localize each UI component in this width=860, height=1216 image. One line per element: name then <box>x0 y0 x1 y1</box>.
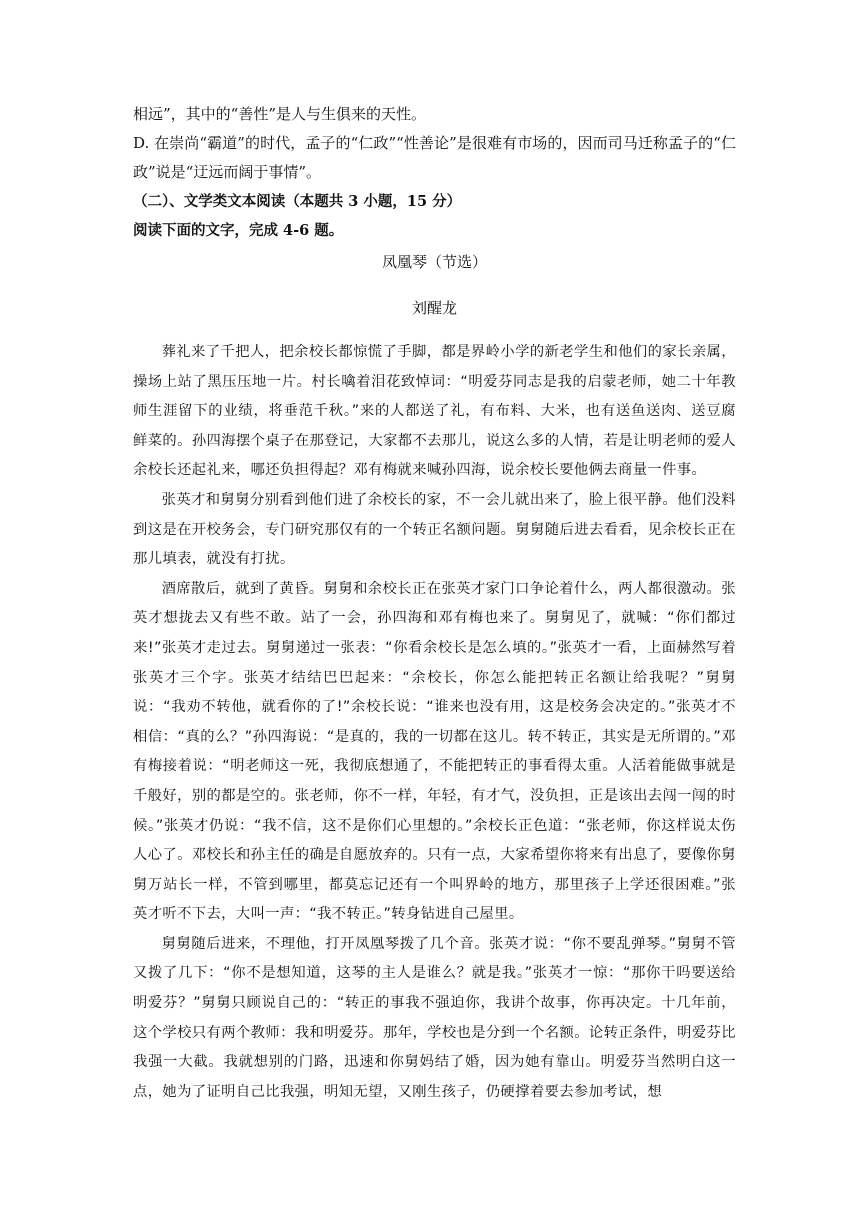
story-paragraph: 葬礼来了千把人，把余校长都惊慌了手脚，都是界岭小学的新老学生和他们的家长亲属，操场上站了黑压压地一片。村长噙着泪花致悼词：“明爱芬同志是我的启蒙老师，她二十年教师生涯留下的业绩，将垂范千秋。”来的人都送了礼，有布料、大米，也有送鱼送肉、送豆腐鲜菜的。孙四海摆个桌子在那登记，大家都不去那儿，说这么多的人情，若是让明老师的爱人余校长还起礼来，哪还负担得起？邓有梅就来喊孙四海，说余校长要他俩去商量一件事。 <box>133 344 736 479</box>
story-author: 刘醒龙 <box>411 299 457 317</box>
story-title: 凤凰琴（节选） <box>381 253 487 271</box>
story-paragraph: 张英才和舅舅分别看到他们进了余校长的家，不一会儿就出来了，脸上很平静。他们没料到这是在开校务会，专门研究那仅有的一个转正名额问题。舅舅随后进去看看，见余校长正在那儿填表，就没有打扰。 <box>133 491 736 568</box>
option-c-tail: 相远”，其中的“善性”是人与生俱来的天性。 <box>133 105 427 123</box>
story-paragraph: 酒席散后，就到了黄昏。舅舅和余校长正在张英才家门口争论着什么，两人都很激动。张英才想拢去又有些不敢。站了一会，孙四海和邓有梅也来了。舅舅见了，就喊：“你们都过来!”张英才走过去。舅舅递过一张表：“你看余校长是怎么填的。”张英才一看，上面赫然写着张英才三个字。张英才结结巴巴起来：“余校长，你怎么能把转正名额让给我呢？”舅舅说：“我劝不转他，就看你的了!”余校长说：“谁来也没有用，这是校务会决定的。”张英才不相信：“真的么？”孙四海说：“是真的，我的一切都在这儿。转不转正，其实是无所谓的。”邓有梅接着说：“明老师这一死，我彻底想通了，不能把转正的事看得太重。人活着能做事就是千般好，别的都是空的。张老师，你不一样，年轻，有才气，没负担，正是该出去闯一闯的时候。”张英才仍说：“我不信，这不是你们心里想的。”余校长正色道：“张老师，你这样说太伤人心了。邓校长和孙主任的确是自愿放弃的。只有一点，大家希望你将来有出息了，要像你舅舅万站长一样，不管到哪里，都莫忘记还有一个叫界岭的地方，那里孩子上学还很困难。”张英才听不下去，大叫一声：“我不转正。”转身钻进自己屋里。 <box>133 580 736 923</box>
section-heading: （二）、文学类文本阅读（本题共 3 小题，15 分） <box>133 193 462 210</box>
option-d: D. 在崇尚“霸道”的时代，孟子的“仁政”“性善论”是很难有市场的，因而司马迁称孟子的“仁政”说是“迂远而阔于事情”。 <box>133 134 736 181</box>
document-body <box>133 100 736 1107</box>
instruction: 阅读下面的文字，完成 4-6 题。 <box>133 222 344 239</box>
story-paragraph: 舅舅随后进来，不理他，打开凤凰琴拨了几个音。张英才说：“你不要乱弹琴。”舅舅不管又拨了几下：“你不是想知道，这琴的主人是谁么？就是我。”张英才一惊：“那你干吗要送给明爱芬？”舅舅只顾说自己的：“转正的事我不强迫你，我讲个故事，你再决定。十几年前，这个学校只有两个教师：我和明爱芬。那年，学校也是分到一个名额。论转正条件，明爱芬比我强一大截。我就想别的门路，迅速和你舅妈结了婚，因为她有靠山。明爱芬当然明白这一点，她为了证明自己比我强，明知无望，又刚生孩子，仍硬撑着要去参加考试，想 <box>133 935 736 1100</box>
